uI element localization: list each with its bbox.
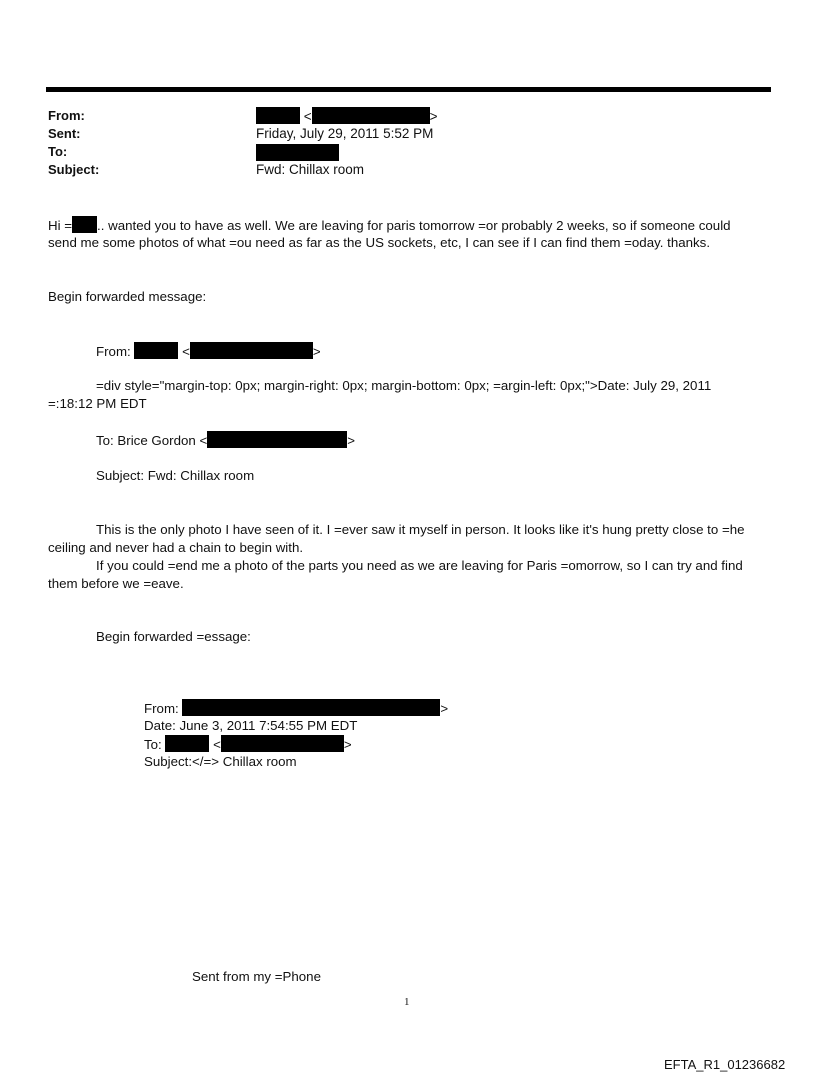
redaction-block — [221, 735, 344, 752]
fwd1-to-prefix: To: Brice Gordon < — [96, 433, 208, 448]
from-label: From: — [48, 108, 85, 123]
page-number: 1 — [404, 996, 410, 1008]
fwd1-para1-line-1: This is the only photo I have seen of it. I =ever saw it myself in person. It looks like it's hung pretty close to =he — [96, 522, 745, 537]
email-close-bracket: > — [429, 109, 438, 124]
fwd2-from-label: From: — [144, 701, 179, 716]
greeting-prefix: Hi = — [48, 218, 73, 233]
from-value — [256, 107, 438, 124]
sent-label: Sent: — [48, 126, 81, 141]
fwd2-subject: Subject:</=> Chillax room — [144, 754, 297, 769]
document-id: EFTA_R1_01236682 — [664, 1057, 786, 1072]
to-label: To: — [48, 144, 68, 159]
begin-forwarded-2: Begin forwarded =essage: — [96, 629, 251, 644]
fwd2-open-bracket: < — [213, 737, 221, 752]
subject-label: Subject: — [48, 162, 100, 177]
redaction-block — [72, 216, 97, 233]
sent-value: Friday, July 29, 2011 5:52 PM — [256, 126, 434, 141]
fwd2-date: Date: June 3, 2011 7:54:55 PM EDT — [144, 718, 358, 733]
fwd2-from-line — [144, 699, 448, 718]
fwd1-open-bracket: < — [182, 344, 190, 359]
fwd1-to-close-bracket: > — [347, 433, 355, 448]
redaction-block — [256, 107, 300, 124]
subject-value: Fwd: Chillax room — [256, 162, 365, 177]
sent-from-signature: Sent from my =Phone — [192, 969, 321, 984]
fwd2-to-label: To: — [144, 737, 162, 752]
fwd1-div-line-2: =:18:12 PM EDT — [48, 396, 147, 411]
fwd1-close-bracket: > — [312, 344, 321, 359]
body-line-1-rest: .. wanted you to have as well. We are leaving for paris tomorrow =or probably 2 weeks, so if someone could — [97, 218, 731, 233]
redaction-block — [207, 431, 347, 448]
to-value — [256, 144, 339, 161]
fwd2-to-line — [144, 735, 352, 754]
redaction-block — [165, 735, 209, 752]
fwd1-para1-line-2: ceiling and never had a chain to begin with. — [48, 540, 304, 555]
redaction-block — [312, 107, 430, 124]
fwd1-div-line-1: =div style="margin-top: 0px; margin-right: 0px; margin-bottom: 0px; =argin-left: 0px;">Date: July 29, 2011 — [96, 378, 712, 393]
redaction-block — [256, 144, 339, 161]
fwd1-from-line — [96, 342, 321, 361]
fwd1-from-label: From: — [96, 344, 131, 359]
fwd2-from-close-bracket: > — [440, 701, 449, 716]
fwd1-to-line — [96, 431, 355, 450]
fwd1-para2-line-2: them before we =eave. — [48, 576, 184, 591]
body-line-1 — [48, 216, 731, 235]
fwd1-subject: Subject: Fwd: Chillax room — [96, 468, 255, 483]
fwd2-to-close-bracket: > — [343, 737, 352, 752]
redaction-block — [190, 342, 313, 359]
email-open-bracket: < — [303, 109, 312, 124]
fwd1-para2-line-1: If you could =end me a photo of the parts you need as we are leaving for Paris =omorrow, so I can try and find — [96, 558, 743, 573]
redaction-block — [182, 699, 440, 716]
body-line-2: send me some photos of what =ou need as far as the US sockets, etc, I can see if I can find them =oday. thanks. — [48, 235, 711, 250]
header-rule — [46, 87, 771, 92]
begin-forwarded-1: Begin forwarded message: — [48, 289, 207, 304]
redaction-block — [134, 342, 178, 359]
